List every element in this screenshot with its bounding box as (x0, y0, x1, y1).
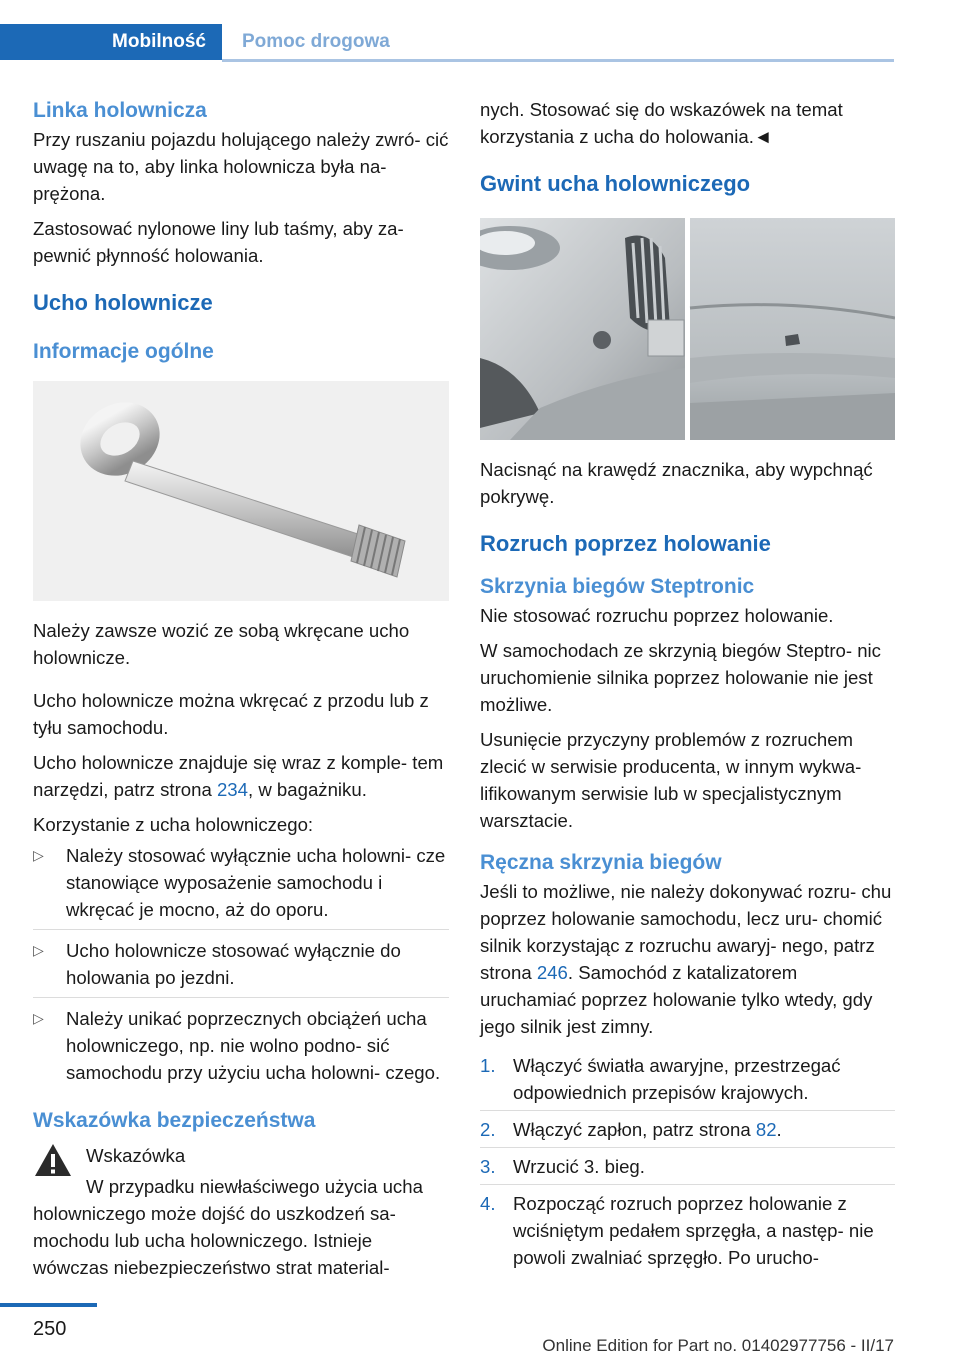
step-number: 4. (480, 1193, 496, 1214)
tab-mobilnosc[interactable]: Mobilność (0, 24, 222, 60)
step-text: Rozpocząć rozruch poprzez holowanie z wciśniętym pedałem sprzęgła, a następ‐ nie powoli zwalniać sprzęgło. Po urucho‐ (513, 1193, 874, 1268)
triangle-bullet-icon: ▷ (33, 942, 44, 958)
step-number: 1. (480, 1055, 496, 1076)
page-link-246[interactable]: 246 (536, 962, 568, 983)
step-text: Wrzucić 3. bieg. (513, 1156, 645, 1177)
safety-warning-box (33, 1142, 449, 1281)
heading-wskazowka-bezpieczenstwa: Wskazówka bezpieczeństwa (33, 1109, 316, 1132)
heading-ucho-holownicze: Ucho holownicze (33, 290, 213, 315)
bullet-text: Ucho holownicze stosować wyłącznie do holowania po jezdni. (66, 940, 401, 988)
heading-rozruch-holowanie: Rozruch poprzez holowanie (480, 531, 771, 556)
paragraph-znajduje-tail: , w bagażniku. (248, 779, 367, 800)
paragraph-znajduje (33, 749, 449, 803)
paragraph-linka-1: Przy ruszaniu pojazdu holującego należy zwró‐ cić uwagę na to, aby linka holownicza była na‐ prężona. (33, 129, 449, 204)
paragraph-linka-2: Zastosować nylonowe liny lub taśmy, aby za‐ pewnić płynność holowania. (33, 218, 404, 266)
right-column (480, 96, 895, 1280)
tow-start-steps (480, 1052, 895, 1275)
step-number: 2. (480, 1119, 496, 1140)
list-item (480, 1116, 895, 1148)
tow-hook-illustration (33, 381, 449, 601)
tab-pomoc-drogowa[interactable]: Pomoc drogowa (242, 31, 390, 52)
heading-informacje-ogolne: Informacje ogólne (33, 340, 214, 363)
heading-steptronic: Skrzynia biegów Steptronic (480, 575, 755, 598)
usage-bullet-list (33, 842, 449, 1092)
list-item (480, 1052, 895, 1111)
heading-linka-holownicza: Linka holownicza (33, 99, 207, 122)
paragraph-znajduje-text: Ucho holownicze znajduje się wraz z komple‐ tem narzędzi, patrz strona (33, 752, 444, 800)
paragraph-nie-stosowac: Nie stosować rozruchu poprzez holowanie. (480, 605, 834, 626)
thread (351, 525, 405, 577)
step-number: 3. (480, 1156, 496, 1177)
list-item (33, 842, 449, 930)
paragraph-continuation: nych. Stosować się do wskazówek na temat korzystania z ucha do holowania.◄ (480, 99, 843, 147)
bullet-text: Należy unikać poprzecznych obciążeń ucha holowniczego, np. nie wolno podno‐ sić samochodu przy użyciu ucha holowni‐ czego. (66, 1008, 441, 1083)
list-item (480, 1190, 895, 1275)
list-item (33, 1005, 449, 1092)
warning-title: Wskazówka (86, 1145, 186, 1166)
paragraph-jesli (480, 878, 895, 1040)
warning-text: holowniczego może dojść do uszkodzeń sa‐ mochodu lub ucha holowniczego. Istnieje wówczas niebezpieczeństwo strat material‐ (33, 1203, 396, 1278)
triangle-bullet-icon: ▷ (33, 847, 44, 863)
footer-accent-line (0, 1303, 97, 1307)
list-item (480, 1153, 895, 1185)
paragraph-steptronic: W samochodach ze skrzynią biegów Steptro‐ nic uruchomienie silnika poprzez holowanie nie jest możliwe. (480, 640, 881, 715)
warning-triangle-icon (33, 1142, 73, 1178)
paragraph-jesli-tail: . Samochód z katalizatorem uruchamiać poprzez holowanie tylko wtedy, gdy jego silnik jest zimny. (480, 962, 873, 1037)
page-number: 250 (33, 1318, 67, 1340)
bumper-cover-photo (480, 218, 895, 440)
heading-gwint-ucha: Gwint ucha holowniczego (480, 171, 751, 196)
step-text: Włączyć zapłon, patrz strona (513, 1119, 756, 1140)
page-link-234[interactable]: 234 (216, 779, 248, 800)
step-text: Włączyć światła awaryjne, przestrzegać odpowiednich przepisów krajowych. (513, 1055, 841, 1103)
footer-edition: Online Edition for Part no. 01402977756 - II/17 (542, 1336, 894, 1355)
tab-underline (222, 59, 894, 62)
page-link-82[interactable]: 82 (755, 1119, 777, 1140)
bullet-text: Należy stosować wyłącznie ucha holowni‐ cze stanowiące wyposażenie samochodu i wkręcać je mocno, aż do oporu. (66, 845, 446, 920)
paragraph-jesli-text: Jeśli to możliwe, nie należy dokonywać rozru‐ chu poprzez holowanie samochodu, lecz uru‐ chomić silnik korzystając z rozruchu awaryj‐ nego, patrz strona (480, 881, 892, 983)
paragraph-nacisnac: Nacisnąć na krawędź znacznika, aby wypchnąć pokrywę. (480, 459, 873, 507)
list-item (33, 937, 449, 998)
left-column (33, 96, 449, 1281)
paragraph-korzystanie: Korzystanie z ucha holowniczego: (33, 814, 314, 835)
paragraph-wkrecac: Ucho holownicze można wkręcać z przodu lub z tyłu samochodu. (33, 690, 429, 738)
heading-reczna-skrzynia: Ręczna skrzynia biegów (480, 851, 722, 874)
warning-text-line1: W przypadku niewłaściwego użycia ucha (86, 1176, 423, 1197)
paragraph-usuniecie: Usunięcie przyczyny problemów z rozruchem zlecić w serwisie producenta, w innym wykwa‐ lifikowanym serwisie lub w specjalistycznym warsztacie. (480, 729, 862, 831)
triangle-bullet-icon: ▷ (33, 1010, 44, 1026)
paragraph-zawsze: Należy zawsze wozić ze sobą wkręcane ucho holownicze. (33, 620, 410, 668)
header-tabs (0, 24, 894, 62)
step-text-tail: . (776, 1119, 782, 1140)
